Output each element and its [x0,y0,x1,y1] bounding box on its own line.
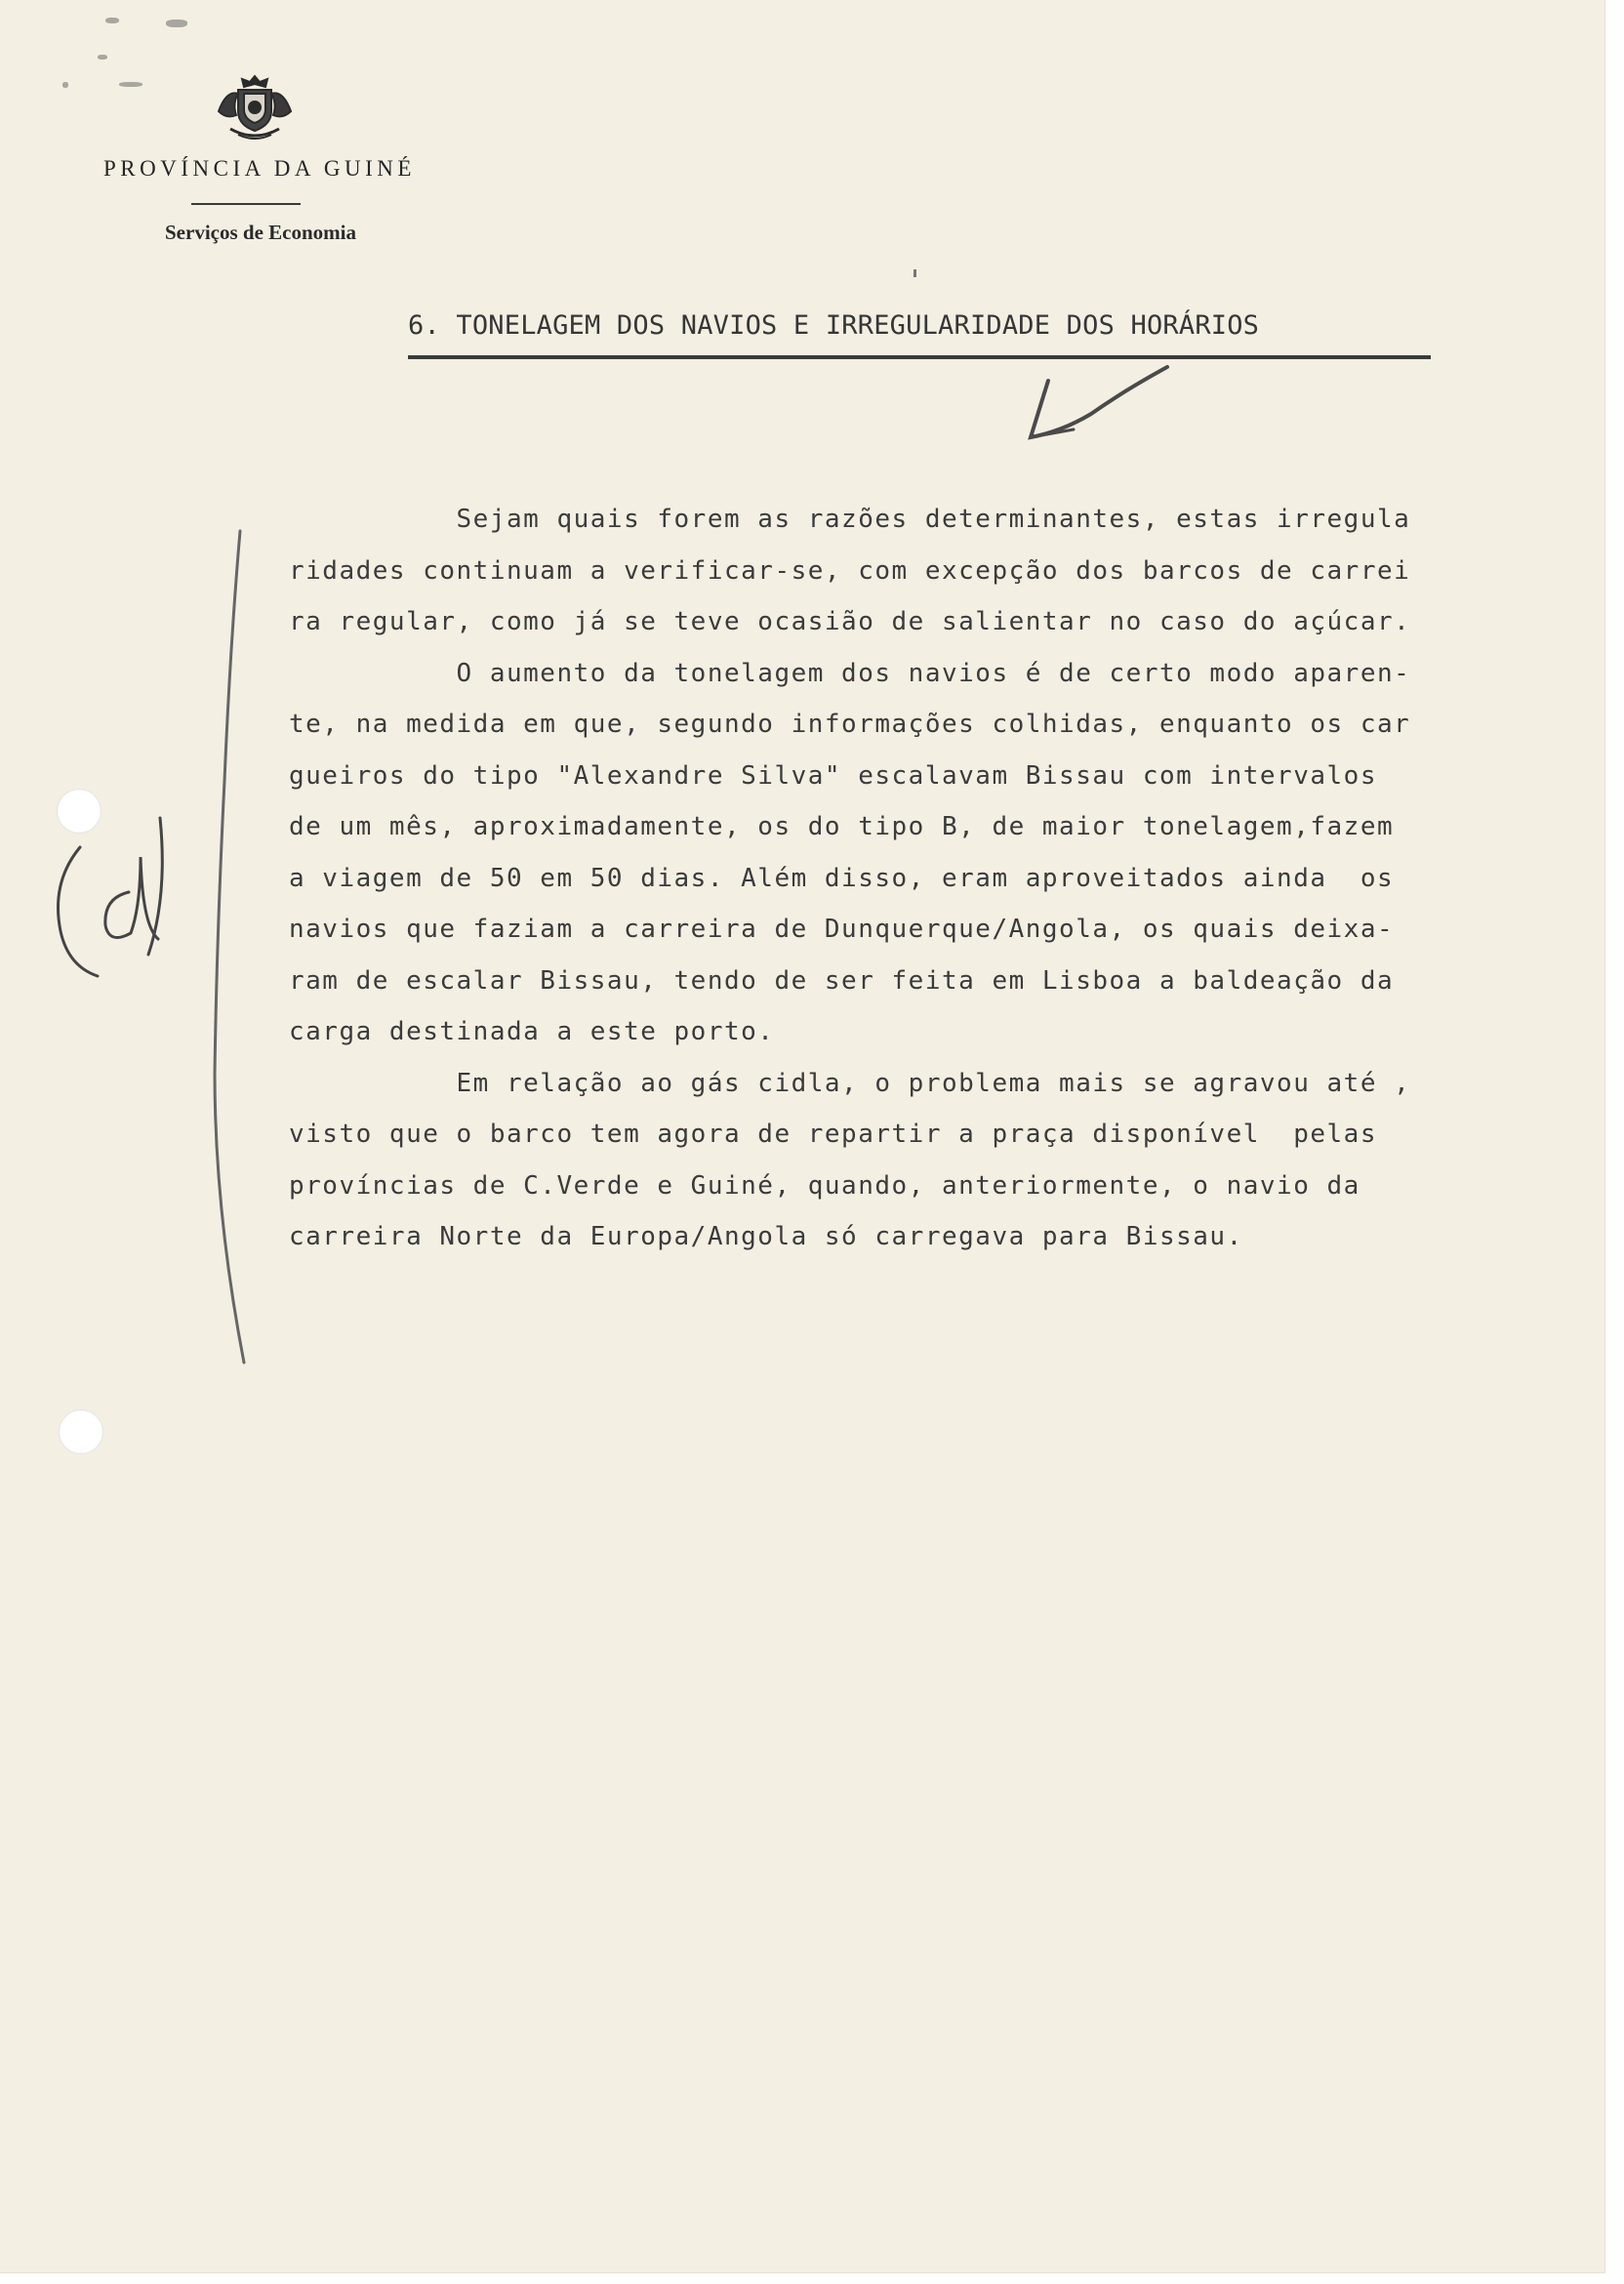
text-line: Em relação ao gás cidla, o problema mais se agravou até , [289,1068,1411,1098]
text-line: te, na medida em que, segundo informações colhidas, enquanto os car [289,710,1411,739]
stray-mark [914,269,916,277]
section-title: 6. TONELAGEM DOS NAVIOS E IRREGULARIDADE DOS HORÁRIOS [408,310,1260,341]
agency-name: PROVÍNCIA DA GUINÉ [103,156,416,181]
handwritten-check-icon [1023,361,1175,445]
ink-smudge [119,82,142,87]
ink-smudge [105,18,119,23]
text-line: Sejam quais forem as razões determinantes, estas irregula [289,505,1411,534]
text-line: ra regular, como já se teve ocasião de salientar no caso do açúcar. [289,607,1411,636]
ink-smudge [98,55,107,60]
text-line: visto que o barco tem agora de repartir a praça disponível pelas [289,1120,1377,1149]
text-line: de um mês, aproximadamente, os do tipo B, de maior tonelagem,fazem [289,812,1395,841]
text-line: carga destinada a este porto. [289,1017,775,1046]
text-line: a viagem de 50 em 50 dias. Além disso, eram aproveitados ainda os [289,863,1395,893]
letterhead-divider [191,203,301,205]
handwritten-margin-note-icon [47,808,174,984]
paragraph [289,1058,1587,1263]
ink-smudge [166,20,187,27]
text-line: O aumento da tonelagem dos navios é de certo modo aparen- [289,658,1411,688]
paragraph [289,648,1587,1058]
coat-of-arms-icon [209,72,301,146]
text-line: carreira Norte da Europa/Angola só carregava para Bissau. [289,1222,1243,1251]
text-line: ridades continuam a verificar-se, com excepção dos barcos de carrei [289,555,1411,586]
paragraph [289,494,1587,648]
document-body [289,494,1587,1263]
department-name: Serviços de Economia [165,221,356,244]
text-line: gueiros do tipo "Alexandre Silva" escalavam Bissau com intervalos [289,760,1377,791]
text-line: províncias de C.Verde e Guiné, quando, anteriormente, o navio da [289,1170,1360,1201]
text-line: ram de escalar Bissau, tendo de ser feita em Lisboa a baldeação da [289,965,1395,996]
punch-hole [57,789,102,834]
text-line: navios que faziam a carreira de Dunquerque/Angola, os quais deixa- [289,915,1395,944]
title-underline [408,355,1431,359]
handwritten-bracket-icon [201,527,269,1366]
ink-smudge [62,82,68,88]
punch-hole [59,1409,103,1454]
